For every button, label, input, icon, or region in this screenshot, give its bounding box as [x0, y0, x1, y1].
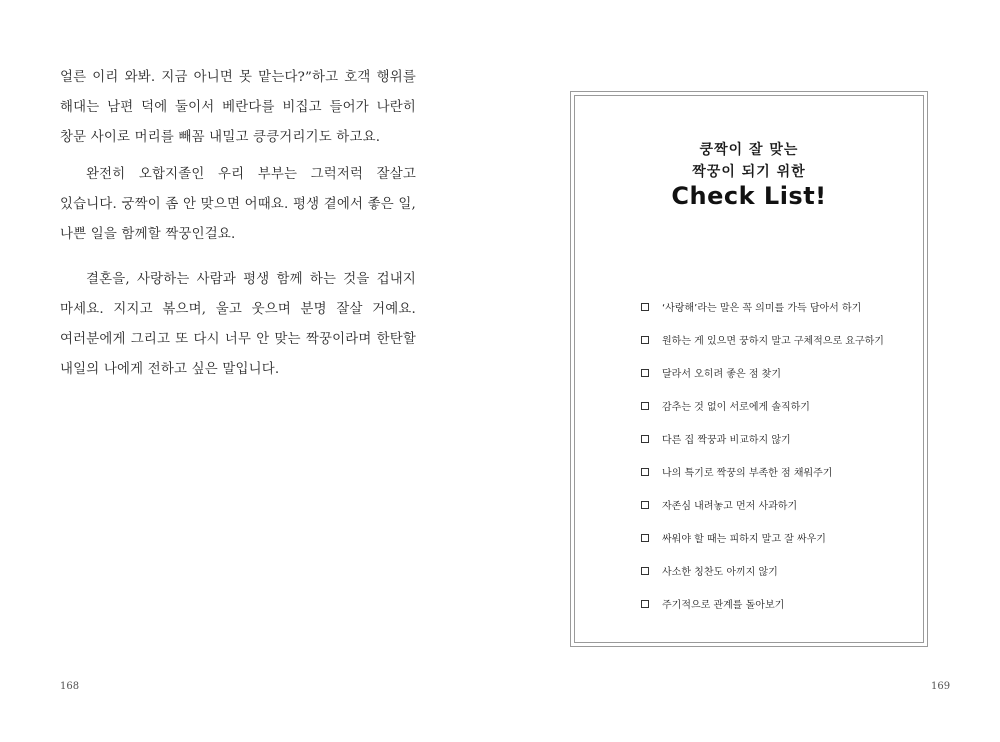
checklist-item-text: 사소한 칭찬도 아끼지 않기 [662, 567, 778, 578]
page-number-right: 169 [931, 681, 951, 692]
checkbox-icon [641, 600, 649, 608]
checklist-item [641, 587, 884, 620]
checklist-item [641, 422, 884, 455]
checkbox-icon [641, 336, 649, 344]
body-paragraph-3: 결혼을, 사랑하는 사람과 평생 함께 하는 것을 겁내지 마세요. 지지고 볶으며, 울고 웃으며 분명 잘살 거예요. 여러분에게 그리고 또 다시 너무 안 맞는 짝꿍이라며 한탄할 내일의 나에게 전하고 싶은 말입니다. [60, 272, 416, 377]
checkbox-icon [641, 501, 649, 509]
checklist-item [641, 488, 884, 521]
page-number-left: 168 [60, 681, 80, 692]
checklist-item-text: 원하는 게 있으면 꿍하지 말고 구체적으로 요구하기 [662, 336, 884, 347]
body-paragraph-1: 얼른 이리 와봐. 지금 아니면 못 맡는다?”하고 호객 행위를 해대는 남편 덕에 둘이서 베란다를 비집고 들어가 나란히 창문 사이로 머리를 빼꼼 내밀고 킁킁거리기도 하고요. [60, 70, 416, 145]
checklist-item-text: 감추는 것 없이 서로에게 솔직하기 [662, 402, 810, 413]
checklist-item-text: 싸워야 할 때는 피하지 말고 잘 싸우기 [662, 534, 826, 545]
checklist-title: Check List! [671, 182, 827, 210]
checklist-item [641, 356, 884, 389]
checklist-item-text: ‘사랑해’라는 말은 꼭 의미를 가득 담아서 하기 [662, 303, 862, 314]
checklist-item-text: 주기적으로 관계를 돌아보기 [662, 600, 785, 611]
checklist-item [641, 455, 884, 488]
checkbox-icon [641, 435, 649, 443]
checklist-item-text: 달라서 오히려 좋은 점 찾기 [662, 369, 781, 380]
checklist-item [641, 554, 884, 587]
checkbox-icon [641, 468, 649, 476]
checkbox-icon [641, 369, 649, 377]
checklist-item [641, 323, 884, 356]
body-paragraph-2: 완전히 오합지졸인 우리 부부는 그럭저럭 잘살고 있습니다. 궁짝이 좀 안 맞으면 어때요. 평생 곁에서 좋은 일, 나쁜 일을 함께할 짝꿍인걸요. [60, 167, 416, 242]
checkbox-icon [641, 303, 649, 311]
checklist-heading-line1: 쿵짝이 잘 맞는 [699, 142, 799, 158]
checklist-item [641, 521, 884, 554]
right-page [500, 0, 1000, 742]
checklist-item [641, 290, 884, 323]
checklist-frame-inner [574, 95, 924, 643]
checklist-frame [570, 91, 928, 647]
checklist-item-text: 자존심 내려놓고 먼저 사과하기 [662, 501, 798, 512]
checklist [641, 290, 884, 620]
checkbox-icon [641, 534, 649, 542]
checkbox-icon [641, 402, 649, 410]
checklist-item-text: 나의 특기로 짝꿍의 부족한 점 채워주기 [662, 468, 833, 479]
checklist-item [641, 389, 884, 422]
checkbox-icon [641, 567, 649, 575]
checklist-heading-line2: 짝꿍이 되기 위한 [692, 164, 806, 180]
checklist-item-text: 다른 집 짝꿍과 비교하지 않기 [662, 435, 791, 446]
